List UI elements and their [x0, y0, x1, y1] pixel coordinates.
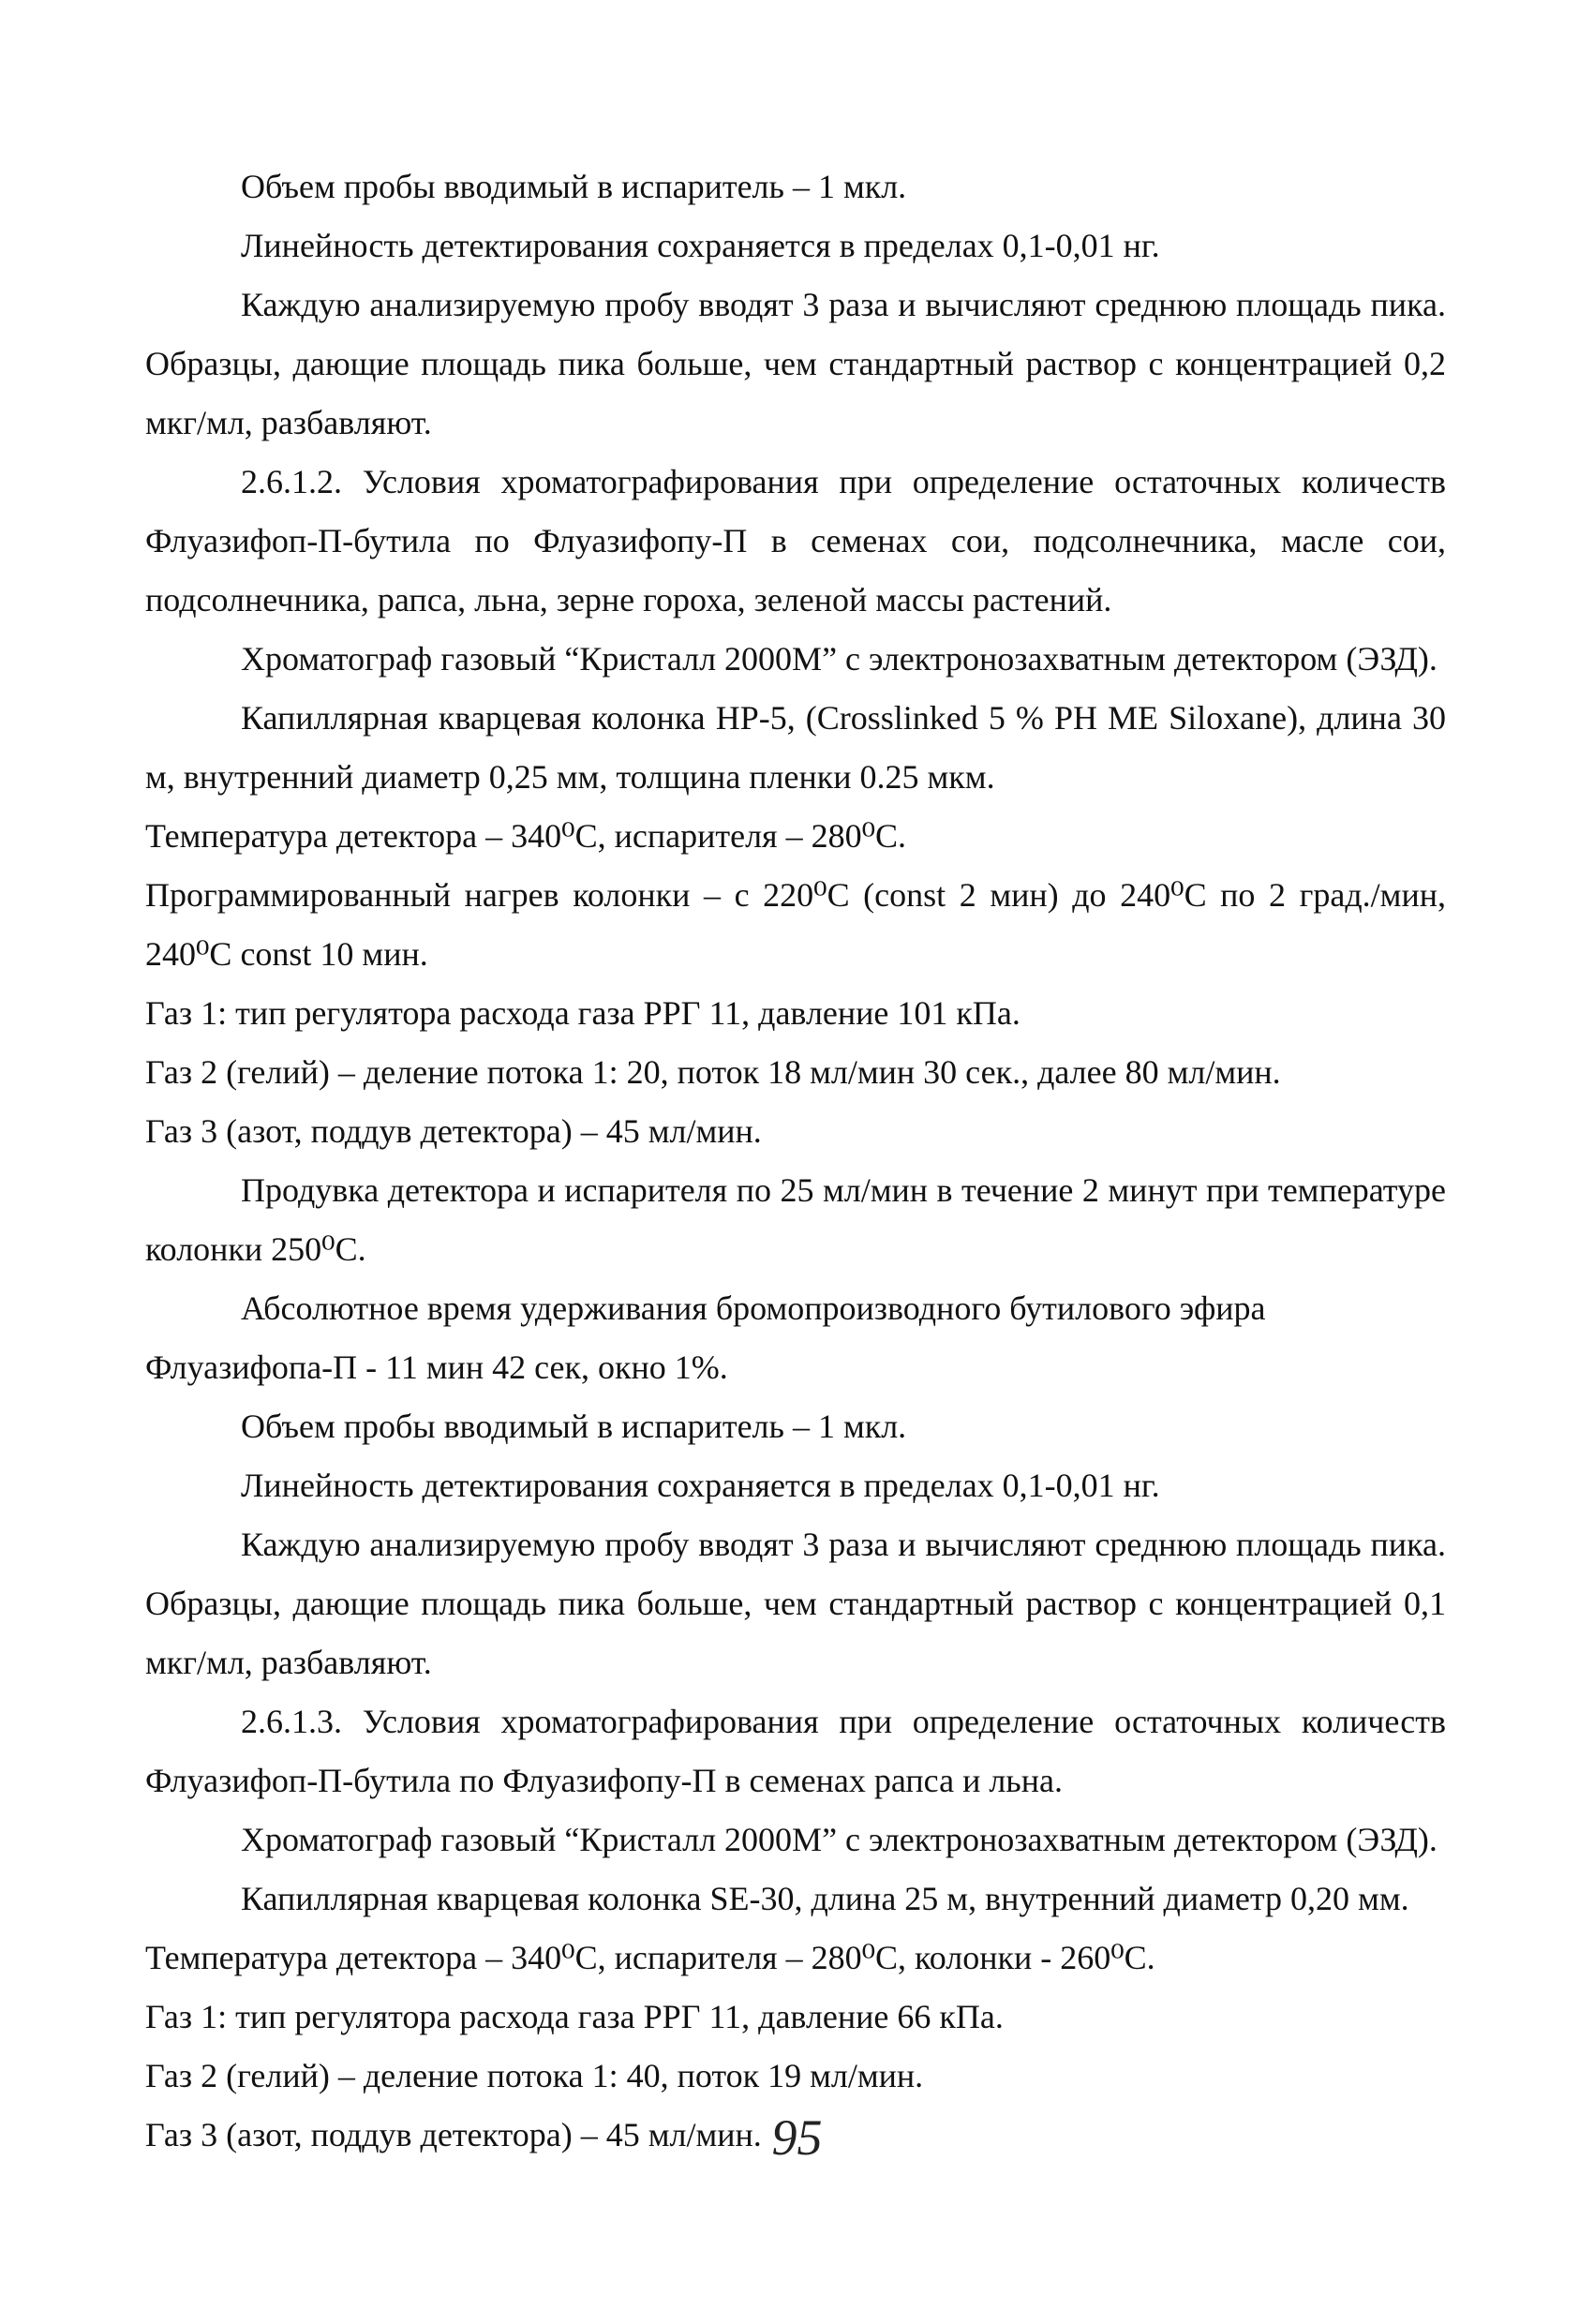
paragraph: Газ 1: тип регулятора расхода газа РРГ 11, давление 101 кПа. [145, 994, 1020, 1032]
section-heading-paragraph: 2.6.1.3. Условия хроматографирования при определение остаточных количеств Флуазифоп-П-бутила по Флуазифопу-П в семенах рапса и льна. [145, 1703, 1446, 1799]
paragraph: Линейность детектирования сохраняется в пределах 0,1-0,01 нг. [241, 227, 1160, 264]
paragraph: Капиллярная кварцевая колонка SE-30, длина 25 м, внутренний диаметр 0,20 мм. [241, 1880, 1409, 1917]
paragraph: Программированный нагрев колонки – с 220⁰С (const 2 мин) до 240⁰С по 2 град./мин, 240⁰С const 10 мин. [145, 876, 1446, 973]
paragraph: Газ 2 (гелий) – деление потока 1: 40, поток 19 мл/мин. [145, 2057, 924, 2094]
paragraph: Газ 3 (азот, поддув детектора) – 45 мл/мин. [145, 1112, 762, 1150]
paragraph: Газ 1: тип регулятора расхода газа РРГ 11, давление 66 кПа. [145, 1998, 1004, 2035]
paragraph: Объем пробы вводимый в испаритель – 1 мкл. [241, 168, 907, 205]
paragraph: Температура детектора – 340⁰С, испарителя – 280⁰С. [145, 817, 907, 855]
paragraph: Каждую анализируемую пробу вводят 3 раза и вычисляют среднюю площадь пика. Образцы, дающие площадь пика больше, чем стандартный раствор с концентрацией 0,1 мкг/мл, разбавляют. [145, 1526, 1446, 1681]
paragraph: Хроматограф газовый “Кристалл 2000М” с электронозахватным детектором (ЭЗД). [241, 640, 1438, 678]
body-text [145, 157, 1446, 2165]
section-heading-paragraph: 2.6.1.2. Условия хроматографирования при определение остаточных количеств Флуазифоп-П-бутила по Флуазифопу-П в семенах сои, подсолнечника, масле сои, подсолнечника, рапса, льна, зерне гороха, зеленой массы растений. [145, 463, 1446, 618]
paragraph: Капиллярная кварцевая колонка HP-5, (Crosslinked 5 % PH ME Siloxane), длина 30 м, внутренний диаметр 0,25 мм, толщина пленки 0.25 мкм. [145, 699, 1446, 796]
paragraph: Газ 2 (гелий) – деление потока 1: 20, поток 18 мл/мин 30 сек., далее 80 мл/мин. [145, 1053, 1281, 1091]
paragraph: Абсолютное время удерживания бромопроизводного бутилового эфира [241, 1289, 1266, 1327]
page-number: 95 [771, 2109, 823, 2166]
paragraph: Температура детектора – 340⁰С, испарителя – 280⁰С, колонки - 260⁰С. [145, 1939, 1155, 1976]
paragraph: Линейность детектирования сохраняется в пределах 0,1-0,01 нг. [241, 1467, 1160, 1504]
paragraph: Продувка детектора и испарителя по 25 мл/мин в течение 2 минут при температуре колонки 250⁰С. [145, 1171, 1446, 1268]
paragraph: Газ 3 (азот, поддув детектора) – 45 мл/мин. [145, 2116, 762, 2153]
paragraph: Флуазифопа-П - 11 мин 42 сек, окно 1%. [145, 1348, 728, 1386]
paragraph: Хроматограф газовый “Кристалл 2000М” с электронозахватным детектором (ЭЗД). [241, 1821, 1438, 1858]
paragraph: Каждую анализируемую пробу вводят 3 раза и вычисляют среднюю площадь пика. Образцы, дающие площадь пика больше, чем стандартный раствор с концентрацией 0,2 мкг/мл, разбавляют. [145, 286, 1446, 441]
paragraph: Объем пробы вводимый в испаритель – 1 мкл. [241, 1408, 907, 1445]
